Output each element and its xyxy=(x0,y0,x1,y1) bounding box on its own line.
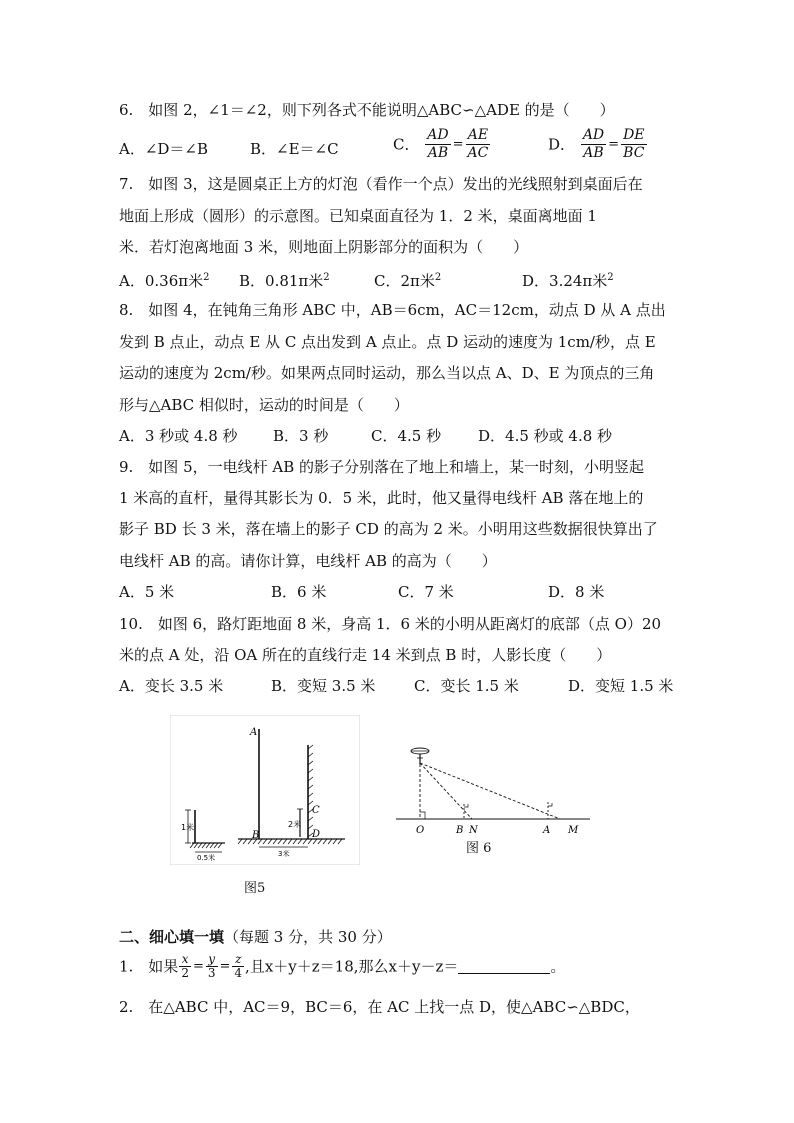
q7-option-a-text: A．0.36π米 xyxy=(119,272,204,290)
equals-sign: = xyxy=(452,136,464,152)
q10-option-c: C．变长 1.5 米 xyxy=(414,677,519,695)
q7-line-3: 米．若灯泡离地面 3 米，则地面上阴影部分的面积为（ ） xyxy=(119,238,529,256)
fraction-numerator: y xyxy=(206,953,218,967)
fill-1-suffix: 。 xyxy=(550,957,566,976)
q7-option-c-text: C．2π米 xyxy=(374,272,435,290)
q10-option-a: A．变长 3.5 米 xyxy=(119,677,224,695)
q7-option-b xyxy=(239,268,330,291)
answer-blank[interactable] xyxy=(458,959,550,974)
q9-option-d: D．8 米 xyxy=(548,583,605,601)
fraction-numerator: AD xyxy=(582,127,605,143)
label-d: D xyxy=(312,829,321,840)
equals-sign: = xyxy=(219,958,231,974)
label-a: A xyxy=(250,727,258,738)
q9-option-c: C．7 米 xyxy=(398,583,454,601)
q6-stem: 6. 如图 2，∠1＝∠2，则下列各式不能说明△ABC∽△ADE 的是（ ） xyxy=(119,101,615,119)
fraction-denominator: 3 xyxy=(207,966,216,980)
label-2m: 2米 xyxy=(288,820,302,829)
label-3m: 3米 xyxy=(278,850,290,858)
q8-option-a: A．3 秒或 4.8 秒 xyxy=(119,427,238,445)
q7-option-b-text: B．0.81π米 xyxy=(239,272,324,290)
q6-option-a: A．∠D＝∠B xyxy=(119,140,209,158)
q9-option-a: A．5 米 xyxy=(119,583,175,601)
fill-1-condition: ,且x＋y＋z＝18,那么x＋y－z＝ xyxy=(245,957,459,976)
superscript: 2 xyxy=(323,272,330,283)
q6-option-d xyxy=(548,127,648,162)
q8-line-2: 发到 B 点止，动点 E 从 C 点出发到 A 点止。点 D 运动的速度为 1cm/秒，点 E xyxy=(119,333,656,351)
label-c: C xyxy=(312,805,320,816)
section-heading-title: 二、细心填一填 xyxy=(119,928,225,946)
superscript: 2 xyxy=(203,272,210,283)
q6-option-d-fraction-1 xyxy=(581,127,606,162)
q7-option-d-text: D．3.24π米 xyxy=(522,272,608,290)
q9-line-3: 影子 BD 长 3 米，落在墙上的影子 CD 的高为 2 米。小明用这些数据很快算出了 xyxy=(119,520,658,538)
q6-option-d-fraction-2 xyxy=(621,127,646,162)
fraction-numerator: AE xyxy=(466,127,491,145)
label-1m: 1米 xyxy=(181,823,195,832)
fraction-numerator: x xyxy=(179,953,191,967)
figure-5-caption: 图5 xyxy=(244,881,266,896)
q10-line-1: 10. 如图 6，路灯距地面 8 米，身高 1．6 米的小明从距离灯的底部（点 O）20 xyxy=(119,615,662,633)
figure-5 xyxy=(170,715,360,865)
q10-line-2: 米的点 A 处，沿 OA 所在的直线行走 14 米到点 B 时，人影长度（ ） xyxy=(119,646,612,664)
figure-6-caption: 图 6 xyxy=(466,841,492,856)
fraction-numerator: DE xyxy=(623,127,645,143)
q8-option-b: B．3 秒 xyxy=(273,427,329,445)
q6-option-d-label: D． xyxy=(548,135,576,154)
q7-line-2: 地面上形成（圆形）的示意图。已知桌面直径为 1．2 米，桌面离地面 1 xyxy=(119,207,597,225)
q6-option-b: B．∠E＝∠C xyxy=(250,140,339,158)
fraction-numerator: z xyxy=(232,953,244,967)
q8-line-4: 形与△ABC 相似时，运动的时间是（ ） xyxy=(119,396,409,414)
q10-option-b: B．变短 3.5 米 xyxy=(271,677,376,695)
q9-line-4: 电线杆 AB 的高。请你计算，电线杆 AB 的高为（ ） xyxy=(119,552,497,570)
q6-option-c-fraction-2 xyxy=(466,127,491,162)
superscript: 2 xyxy=(607,272,614,283)
fraction-denominator: AB xyxy=(427,145,449,161)
q6-option-c-fraction-1 xyxy=(425,127,450,162)
q10-option-d: D．变短 1.5 米 xyxy=(568,677,674,695)
q7-line-1: 7. 如图 3，这是圆桌正上方的灯泡（看作一个点）发出的光线照射到桌面后在 xyxy=(119,175,643,193)
q8-line-3: 运动的速度为 2cm/秒。如果两点同时运动，那么当以点 A、D、E 为顶点的三角 xyxy=(119,364,655,382)
equals-sign: = xyxy=(608,136,620,152)
fraction-z-over-4 xyxy=(232,953,244,980)
q6-option-c xyxy=(393,127,491,162)
label-05m: 0.5米 xyxy=(197,854,216,862)
fraction-denominator: AB xyxy=(583,145,604,161)
q8-line-1: 8. 如图 4，在钝角三角形 ABC 中，AB＝6cm，AC＝12cm，动点 D 从 A 点出 xyxy=(119,301,666,319)
equals-sign: = xyxy=(192,958,204,974)
fraction-denominator: AC xyxy=(467,145,489,161)
q7-option-a xyxy=(119,268,209,291)
label-a: A xyxy=(543,825,551,836)
q7-option-d xyxy=(522,268,614,291)
label-o: O xyxy=(416,825,425,836)
fill-1-prefix: 1. 如果 xyxy=(119,957,179,976)
fraction-denominator: 4 xyxy=(234,966,243,980)
label-m: M xyxy=(568,825,579,836)
q6-option-c-label: C． xyxy=(393,135,420,154)
superscript: 2 xyxy=(434,272,442,283)
fill-question-1 xyxy=(119,953,565,980)
fraction-denominator: 2 xyxy=(181,966,189,980)
section-heading-note: （每题 3 分，共 30 分） xyxy=(224,928,392,946)
q7-option-c xyxy=(374,268,441,291)
fill-question-2: 2. 在△ABC 中，AC＝9，BC＝6，在 AC 上找一点 D，使△ABC∽△BDC， xyxy=(119,998,640,1016)
fraction-x-over-2 xyxy=(179,953,191,980)
q8-option-d: D．4.5 秒或 4.8 秒 xyxy=(478,427,613,445)
q9-option-b: B．6 米 xyxy=(271,583,327,601)
section-heading xyxy=(119,927,392,947)
label-n: N xyxy=(469,825,478,836)
fraction-numerator: AD xyxy=(427,127,449,143)
fraction-y-over-3 xyxy=(206,953,218,980)
label-b: B xyxy=(252,830,260,841)
fraction-denominator: BC xyxy=(623,145,645,161)
q9-line-2: 1 米高的直杆，量得其影长为 0．5 米，此时，他又量得电线杆 AB 落在地上的 xyxy=(119,489,644,507)
q9-line-1: 9. 如图 5，一电线杆 AB 的影子分别落在了地上和墙上，某一时刻，小明竖起 xyxy=(119,458,645,476)
figure-6 xyxy=(393,736,593,840)
q8-option-c: C．4.5 秒 xyxy=(371,427,442,445)
label-b: B xyxy=(456,825,464,836)
